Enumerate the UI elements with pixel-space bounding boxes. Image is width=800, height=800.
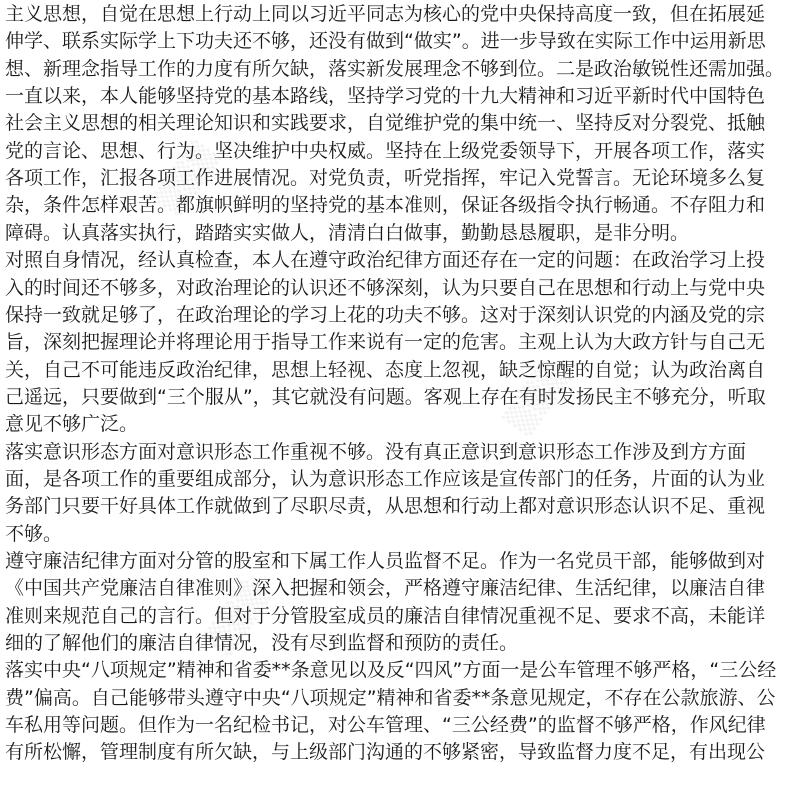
text-line: 杂，条件怎样艰苦。都旗帜鲜明的坚持党的基本准则，保证各级指令执行畅通。不存阻力和 — [5, 194, 766, 217]
text-line: 费”偏高。自己能够带头遵守中央“八项规定”精神和省委**条意见规定，不存在公款旅游、公 — [5, 686, 776, 709]
text-line: 一直以来，本人能够坚持党的基本路线，坚持学习党的十九大精神和习近平新时代中国特色 — [5, 85, 766, 108]
text-line: 关，自己不可能违反政治纪律，思想上轻视、态度上忽视，缺乏惊醒的自觉；认为政治离自 — [5, 358, 766, 381]
text-line: 各项工作，汇报各项工作进展情况。对党负责，听党指挥，牢记入党誓言。无论环境多么复 — [5, 167, 766, 190]
text-line: 《中国共产党廉洁自律准则》深入把握和领会，严格遵守廉洁纪律、生活纪律，以廉洁自律 — [5, 577, 766, 600]
text-line: 不够。 — [5, 522, 63, 545]
text-line: 主义思想，自觉在思想上行动上同以习近平同志为核心的党中央保持高度一致，但在拓展延 — [5, 3, 766, 25]
text-line: 车私用等问题。但作为一名纪检书记，对公车管理、“三公经费”的监督不够严格，作风纪律 — [5, 714, 766, 737]
text-line: 入的时间还不够多，对政治理论的认识还不够深刻，认为只要自己在思想和行动上与党中央 — [5, 276, 766, 299]
text-line: 细的了解他们的廉洁自律情况，没有尽到监督和预防的责任。 — [5, 632, 519, 655]
watermark: ▒▒▒ — [501, 356, 574, 439]
text-line: 有所松懈，管理制度有所欠缺，与上级部门沟通的不够紧密，导致监督力度不足，有出现公 — [5, 741, 766, 764]
text-line: 务部门只要干好具体工作就做到了尽职尽责，从思想和行动上都对意识形态认识不足、重视 — [5, 495, 766, 518]
watermark: ▒▒▒ — [201, 576, 274, 659]
text-line: 对照自身情况，经认真检查，本人在遵守政治纪律方面还存在一定的问题：在政治学习上投 — [5, 249, 766, 272]
watermark: ▒▒▒ — [151, 136, 224, 219]
text-line: 党的言论、思想、行为。坚决维护中央权威。坚持在上级党委领导下，开展各项工作，落实 — [5, 139, 766, 162]
text-line: 保持一致就足够了，在政治理论的学习上花的功夫不够。这对于深刻认识党的内涵及党的宗 — [5, 303, 766, 326]
text-line: 伸学、联系实际学上下功夫还不够，还没有做到“做实”。进一步导致在实际工作中运用新思 — [5, 30, 766, 53]
text-line: 意见不够广泛。 — [5, 413, 139, 436]
text-line: 障碍。认真落实执行，踏踏实实做人，清清白白做事，勤勤恳恳履职，是非分明。 — [5, 221, 690, 244]
text-line: 落实中央“八项规定”精神和省委**条意见以及反“四风”方面一是公车管理不够严格，“三公经 — [5, 659, 777, 682]
text-line: 社会主义思想的相关理论知识和实践要求，自觉维护党的集中统一、坚持反对分裂党、抵触 — [5, 112, 766, 135]
text-line: 旨，深刻把握理论并将理论用于指导工作来说有一定的危害。主观上认为大政方针与自己无 — [5, 331, 766, 354]
text-line: 己遥远，只要做到“三个服从”，其它就没有问题。客观上存在有时发扬民主不够充分，听取 — [5, 385, 766, 408]
text-line: 面，是各项工作的重要组成部分，认为意识形态工作应该是宣传部门的任务，片面的认为业 — [5, 467, 766, 490]
text-line: 准则来规范自己的言行。但对于分管股室成员的廉洁自律情况重视不足、要求不高，未能详 — [5, 604, 766, 627]
text-line: 想、新理念指导工作的力度有所欠缺，落实新发展理念不够到位。二是政治敏锐性还需加强。 — [5, 57, 785, 80]
text-line: 落实意识形态方面对意识形态工作重视不够。没有真正意识到意识形态工作涉及到方方面 — [5, 440, 747, 463]
text-line: 遵守廉洁纪律方面对分管的股室和下属工作人员监督不足。作为一名党员干部，能够做到对 — [5, 550, 766, 572]
